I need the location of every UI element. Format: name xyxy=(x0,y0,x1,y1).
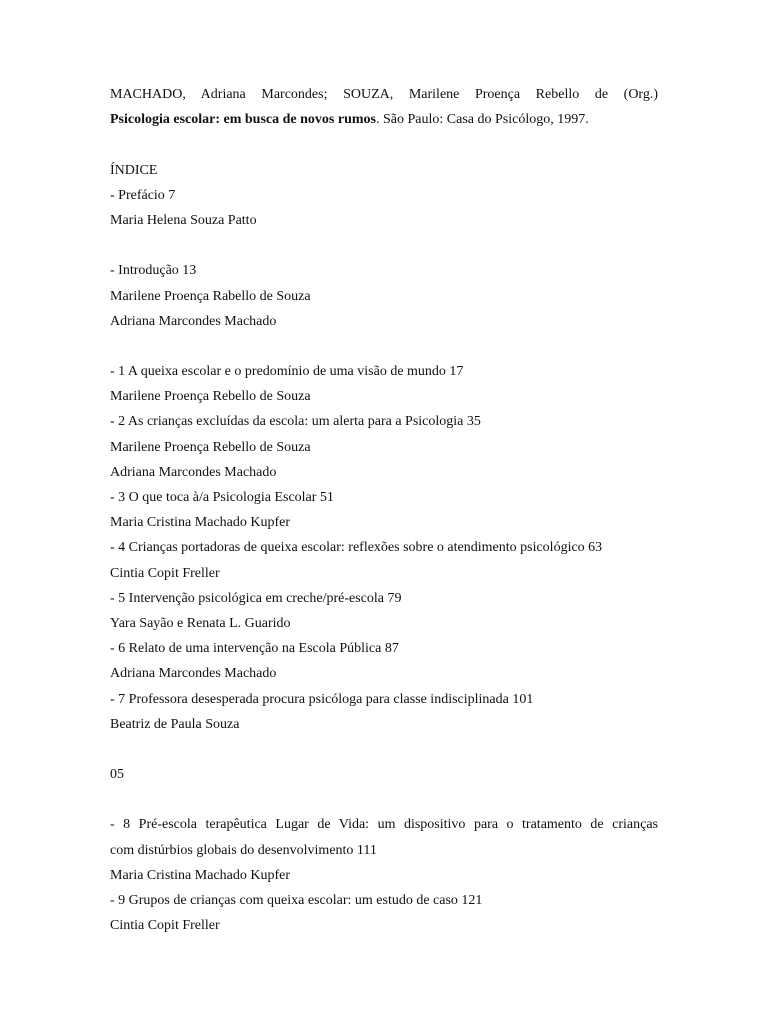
chapter-author: Yara Sayão e Renata L. Guarido xyxy=(110,615,291,631)
chapter-author: Maria Cristina Machado Kupfer xyxy=(110,867,290,883)
chapter-title: - 3 O que toca à/a Psicologia Escolar 51 xyxy=(110,490,334,505)
chapter-title: - 6 Relato de uma intervenção na Escola Pública 87 xyxy=(110,641,399,657)
chapter-author: Adriana Marcondes Machado xyxy=(110,666,277,682)
chapter-title: - 8 Pré-escola terapêutica Lugar de Vida: um dispositivo para o tratamento de crianças xyxy=(110,817,658,833)
chapter-title-continuation: com distúrbios globais do desenvolvimento 111 xyxy=(110,842,377,858)
chapter-author: Cintia Copit Freller xyxy=(110,565,220,581)
prefacio-title: - Prefácio 7 xyxy=(110,187,176,203)
chapter-title: - 1 A queixa escolar e o predomínio de uma visão de mundo 17 xyxy=(110,364,464,380)
chapter-title: - 5 Intervenção psicológica em creche/pré-escola 79 xyxy=(110,590,402,606)
chapter-author: Marilene Proença Rebello de Souza xyxy=(110,389,311,405)
introducao-author: Marilene Proença Rabello de Souza xyxy=(110,288,311,304)
citation-authors: MACHADO, Adriana Marcondes; SOUZA, Marilene Proença Rebello de (Org.) xyxy=(110,87,658,102)
chapter-author: Marilene Proença Rebello de Souza xyxy=(110,439,311,455)
spacer xyxy=(110,334,658,359)
prefacio-author: Maria Helena Souza Patto xyxy=(110,212,257,228)
chapter-title: - 9 Grupos de crianças com queixa escolar: um estudo de caso 121 xyxy=(110,893,483,908)
spacer xyxy=(110,787,658,812)
chapter-author: Maria Cristina Machado Kupfer xyxy=(110,515,290,531)
document-page xyxy=(110,82,658,938)
spacer xyxy=(110,132,658,157)
spacer xyxy=(110,233,658,258)
page-marker: 05 xyxy=(110,767,124,783)
index-heading: ÍNDICE xyxy=(110,162,158,178)
chapter-author: Cintia Copit Freller xyxy=(110,918,220,934)
chapter-author: Adriana Marcondes Machado xyxy=(110,464,277,480)
introducao-author: Adriana Marcondes Machado xyxy=(110,313,277,329)
chapter-title: - 7 Professora desesperada procura psicóloga para classe indisciplinada 101 xyxy=(110,691,534,707)
chapter-title: - 2 As crianças excluídas da escola: um alerta para a Psicologia 35 xyxy=(110,414,481,430)
citation-title-line xyxy=(110,107,658,132)
introducao-title: - Introdução 13 xyxy=(110,263,197,279)
spacer xyxy=(110,737,658,762)
book-title: Psicologia escolar: em busca de novos rumos xyxy=(110,112,376,128)
chapter-author: Beatriz de Paula Souza xyxy=(110,716,240,732)
publication-info: . São Paulo: Casa do Psicólogo, 1997. xyxy=(375,112,589,128)
chapter-title: - 4 Crianças portadoras de queixa escolar: reflexões sobre o atendimento psicológico 63 xyxy=(110,540,603,556)
